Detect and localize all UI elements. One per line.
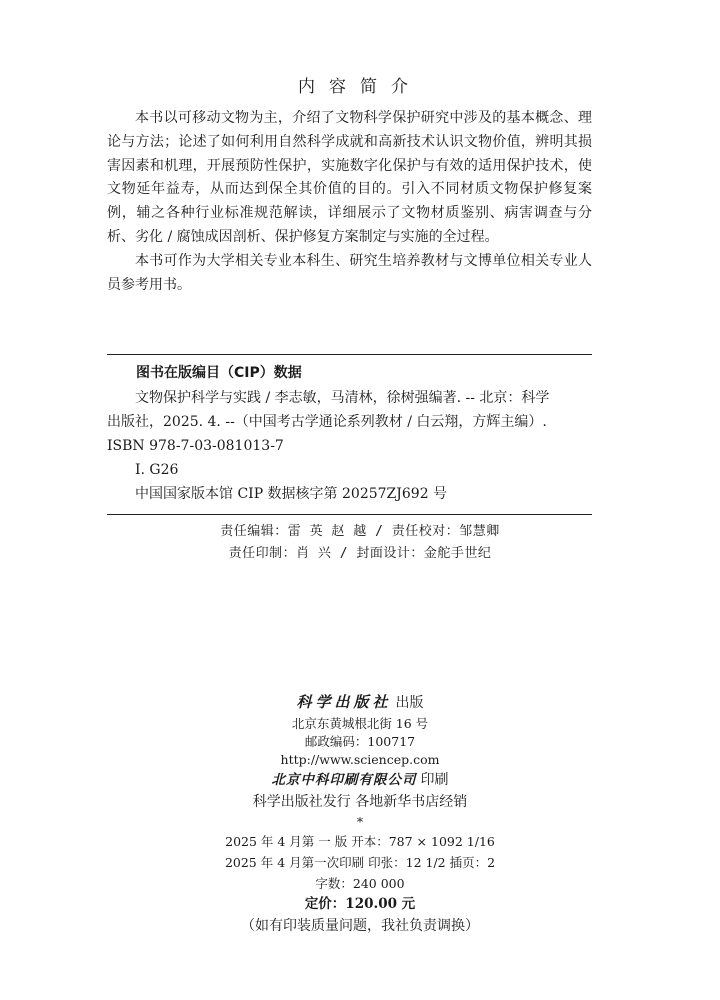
printer-name: 北京中科印刷有限公司 [271, 772, 417, 788]
cip-record-number: 中国国家版本馆 CIP 数据核字第 20257ZJ692 号 [135, 486, 448, 502]
cip-line-2: 出版社，2025. 4. --（中国考古学通论系列教材 / 白云翔，方辉主编）. [107, 414, 547, 430]
editors-line-1: 责任编辑：雷 英 赵 越 / 责任校对：邹慧卿 [220, 524, 500, 539]
quality-notice: （如有印装质量问题，我社负责调换） [241, 918, 479, 934]
intro-paragraph-1: 本书以可移动文物为主，介绍了文物科学保护研究中涉及的基本概念、理论与方法；论述了如何利用自然科学成就和高新技术认识文物价值，辨明其损害因素和机理，开展预防性保护，实施数字化保护与有效的适用保护技术，使文物延年益寿，从而达到保全其价值的目的。引入不同材质文物保护修复案例，辅之各种行业标准规范解读，详细展示了文物材质鉴别、病害调查与分析、劣化 / 腐蚀成因剖析、保护修复方案制定与实施的全过程。 [107, 110, 592, 245]
cip-line-1: 文物保护科学与实践 / 李志敏，马清林，徐树强编著. -- 北京：科学 [135, 390, 550, 406]
intro-paragraph-2: 本书可作为大学相关专业本科生、研究生培养教材与文博单位相关专业人员参考用书。 [107, 252, 592, 293]
publisher-website: http://www.sciencep.com [280, 752, 440, 767]
publisher-name: 科学出版社 [296, 693, 392, 711]
distribution-line: 科学出版社发行 各地新华书店经销 [252, 794, 468, 810]
edition-line: 2025 年 4 月第 一 版 开本：787 × 1092 1/16 [225, 834, 495, 849]
printing-line: 2025 年 4 月第一次印刷 印张：12 1/2 插页：2 [224, 855, 496, 870]
printer-suffix: 印刷 [420, 772, 449, 788]
intro-body [107, 107, 592, 297]
publisher-postcode: 邮政编码：100717 [304, 734, 416, 749]
intro-title: 内容简介 [298, 77, 422, 97]
publisher-address: 北京东黄城根北街 16 号 [291, 716, 429, 731]
cip-bottom-rule [107, 514, 592, 515]
cip-isbn: ISBN 978-7-03-081013-7 [107, 438, 284, 454]
publisher-name-suffix: 出版 [395, 695, 424, 711]
word-count-line: 字数：240 000 [315, 876, 405, 891]
cip-block [107, 386, 592, 506]
cip-classification: Ⅰ. G26 [135, 462, 179, 478]
editors-line-2: 责任印制：肖 兴 / 封面设计：金舵手世纪 [228, 546, 492, 561]
asterisk-separator: * [356, 814, 364, 829]
publisher-block [0, 690, 720, 937]
editors-block [0, 521, 720, 565]
cip-top-rule [107, 354, 592, 355]
cip-title: 图书在版编目（CIP）数据 [136, 365, 302, 381]
price-line: 定价：120.00 元 [304, 896, 416, 912]
